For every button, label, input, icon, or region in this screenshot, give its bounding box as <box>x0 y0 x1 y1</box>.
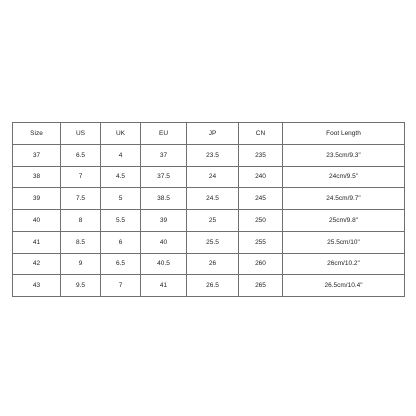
cell-foot-length: 26cm/10.2" <box>283 253 405 275</box>
cell-foot-length: 24.5cm/9.7" <box>283 188 405 210</box>
cell-size: 38 <box>13 166 61 188</box>
cell-jp: 25.5 <box>187 231 239 253</box>
header-jp: JP <box>187 123 239 145</box>
size-chart-table <box>12 122 405 297</box>
cell-us: 7.5 <box>61 188 101 210</box>
cell-uk: 6 <box>101 231 141 253</box>
cell-uk: 7 <box>101 275 141 297</box>
header-eu: EU <box>141 123 187 145</box>
header-foot-length: Foot Length <box>283 123 405 145</box>
cell-cn: 260 <box>239 253 283 275</box>
cell-size: 42 <box>13 253 61 275</box>
cell-foot-length: 23.5cm/9.3" <box>283 144 405 166</box>
cell-foot-length: 25.5cm/10" <box>283 231 405 253</box>
cell-eu: 37.5 <box>141 166 187 188</box>
table-row <box>13 210 405 232</box>
cell-foot-length: 26.5cm/10.4" <box>283 275 405 297</box>
cell-uk: 4.5 <box>101 166 141 188</box>
cell-cn: 250 <box>239 210 283 232</box>
cell-cn: 255 <box>239 231 283 253</box>
cell-eu: 41 <box>141 275 187 297</box>
cell-jp: 24.5 <box>187 188 239 210</box>
cell-us: 8.5 <box>61 231 101 253</box>
cell-jp: 23.5 <box>187 144 239 166</box>
table-row <box>13 144 405 166</box>
cell-jp: 26.5 <box>187 275 239 297</box>
cell-foot-length: 25cm/9.8" <box>283 210 405 232</box>
cell-eu: 40 <box>141 231 187 253</box>
cell-jp: 26 <box>187 253 239 275</box>
cell-uk: 5 <box>101 188 141 210</box>
cell-cn: 245 <box>239 188 283 210</box>
cell-uk: 4 <box>101 144 141 166</box>
header-row <box>13 123 405 145</box>
cell-uk: 6.5 <box>101 253 141 275</box>
cell-size: 37 <box>13 144 61 166</box>
cell-us: 9 <box>61 253 101 275</box>
cell-cn: 240 <box>239 166 283 188</box>
cell-eu: 37 <box>141 144 187 166</box>
cell-us: 9.5 <box>61 275 101 297</box>
table-row <box>13 275 405 297</box>
cell-cn: 265 <box>239 275 283 297</box>
table-row <box>13 188 405 210</box>
cell-jp: 24 <box>187 166 239 188</box>
cell-us: 7 <box>61 166 101 188</box>
cell-cn: 235 <box>239 144 283 166</box>
cell-jp: 25 <box>187 210 239 232</box>
cell-size: 43 <box>13 275 61 297</box>
cell-us: 6.5 <box>61 144 101 166</box>
cell-size: 40 <box>13 210 61 232</box>
cell-eu: 40.5 <box>141 253 187 275</box>
cell-size: 39 <box>13 188 61 210</box>
cell-us: 8 <box>61 210 101 232</box>
cell-uk: 5.5 <box>101 210 141 232</box>
cell-eu: 39 <box>141 210 187 232</box>
cell-eu: 38.5 <box>141 188 187 210</box>
cell-foot-length: 24cm/9.5" <box>283 166 405 188</box>
header-us: US <box>61 123 101 145</box>
header-uk: UK <box>101 123 141 145</box>
table-row <box>13 231 405 253</box>
cell-size: 41 <box>13 231 61 253</box>
header-cn: CN <box>239 123 283 145</box>
table-row <box>13 166 405 188</box>
table-row <box>13 253 405 275</box>
header-size: Size <box>13 123 61 145</box>
